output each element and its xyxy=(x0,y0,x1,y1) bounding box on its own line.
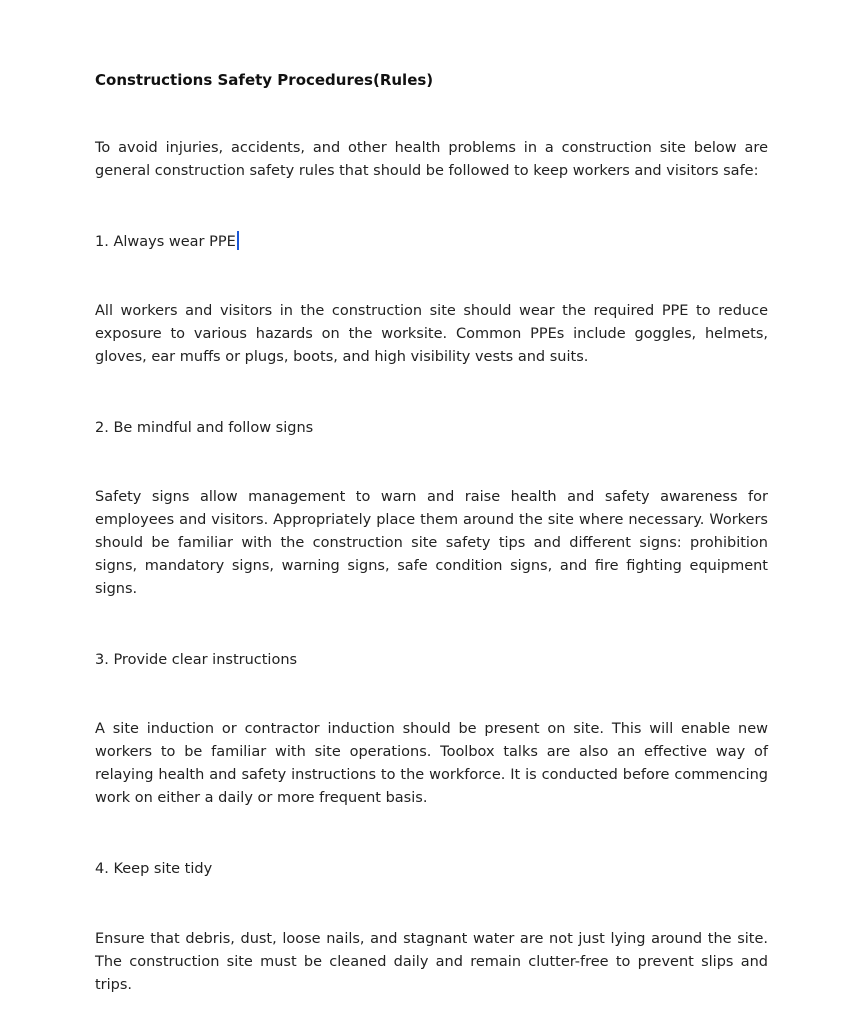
section-body-3: A site induction or contractor induction should be present on site. This will enable new workers to be familiar with site operations. Toolbox talks are also an effective way of relaying health and safety instructions to the workforce. It is conducted before commencing work on either a daily or more frequent basis. xyxy=(95,721,768,806)
section-body-2: Safety signs allow management to warn and raise health and safety awareness for employees and visitors. Appropriately place them around the site where necessary. Workers should be familiar with the construction site safety tips and different signs: prohibition signs, mandatory signs, warning signs, safe condition signs, and fire fighting equipment signs. xyxy=(95,489,768,597)
document-title: Constructions Safety Procedures(Rules) xyxy=(95,71,434,89)
section-body-1: All workers and visitors in the construction site should wear the required PPE to reduce exposure to various hazards on the worksite. Common PPEs include goggles, helmets, gloves, ear muffs or plugs, boots, and high visibility vests and suits. xyxy=(95,303,768,365)
section-heading-text: 1. Always wear PPE xyxy=(95,234,236,250)
section-heading-4: 4. Keep site tidy xyxy=(95,861,213,877)
section-heading-1 xyxy=(95,231,239,254)
section-heading-3: 3. Provide clear instructions xyxy=(95,652,298,668)
section-heading-2: 2. Be mindful and follow signs xyxy=(95,420,314,436)
intro-paragraph: To avoid injuries, accidents, and other health problems in a construction site below are general construction safety rules that should be followed to keep workers and visitors safe: xyxy=(95,140,768,179)
section-body-4: Ensure that debris, dust, loose nails, and stagnant water are not just lying around the site. The construction site must be cleaned daily and remain clutter-free to prevent slips and trips. xyxy=(95,931,768,993)
text-cursor xyxy=(237,231,239,250)
